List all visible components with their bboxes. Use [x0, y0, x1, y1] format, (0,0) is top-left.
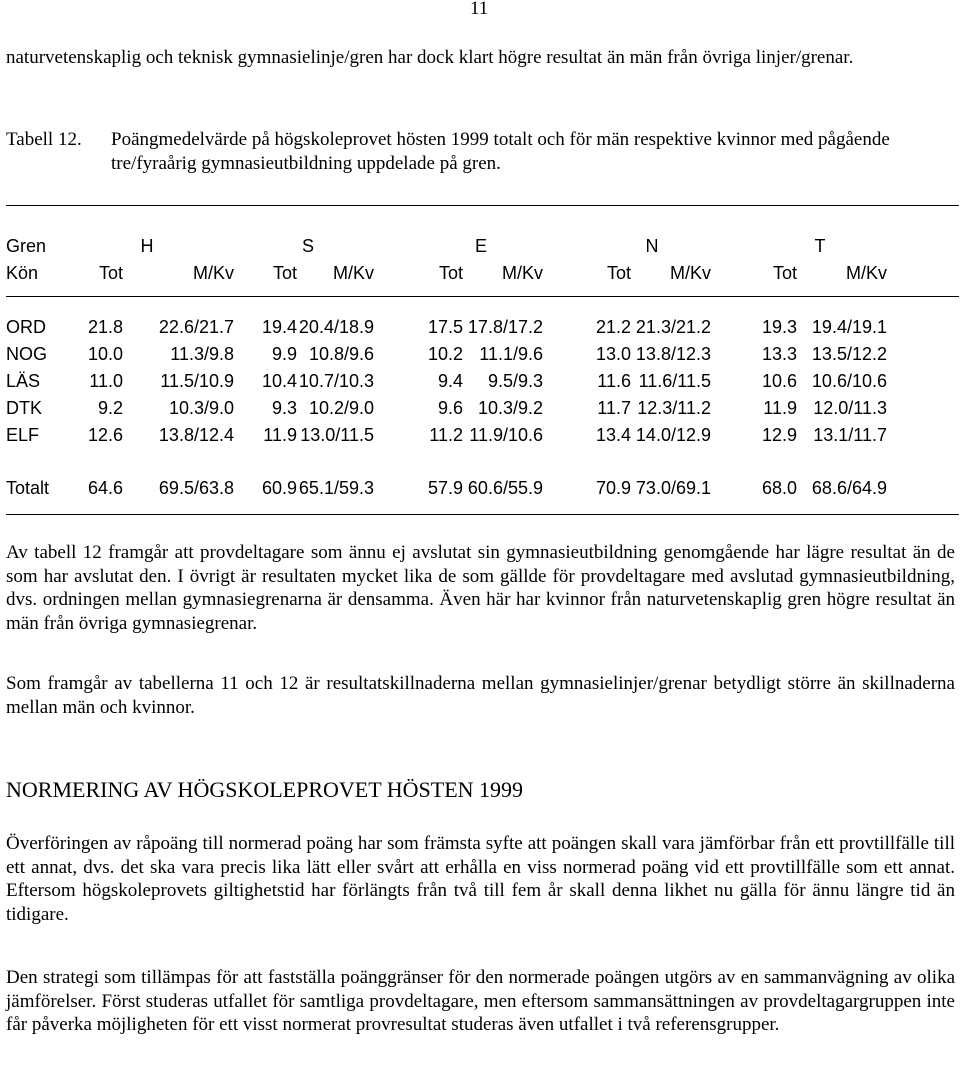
column-group-header: S: [301, 236, 314, 256]
total-cell: 65.1/59.3: [298, 478, 374, 498]
row-label: DTK: [6, 398, 42, 418]
column-subheader: Tot: [98, 263, 123, 283]
total-cell: 60.9: [261, 478, 297, 498]
table-cell: 10.2: [427, 344, 463, 364]
table-cell: 19.4/19.1: [811, 317, 887, 337]
table-cell: 12.9: [761, 425, 797, 445]
table-cell: 13.0: [595, 344, 631, 364]
total-cell: 57.9: [427, 478, 463, 498]
table-caption-label: Tabell 12.: [6, 129, 82, 150]
table-cell: 12.0/11.3: [813, 398, 887, 418]
table-cell: 10.6: [761, 371, 797, 391]
table-cell: 13.5/12.2: [811, 344, 887, 364]
table-cell: 17.5: [427, 317, 463, 337]
table-cell: 19.3: [761, 317, 797, 337]
table-cell: 10.7/10.3: [298, 371, 374, 391]
column-subheader: M/Kv: [501, 263, 543, 283]
total-cell: 69.5/63.8: [158, 478, 234, 498]
column-subheader: M/Kv: [192, 263, 234, 283]
row-label: LÄS: [6, 371, 41, 391]
column-subheader: M/Kv: [845, 263, 887, 283]
table-cell: 20.4/18.9: [298, 317, 374, 337]
table-cell: 21.3/21.2: [635, 317, 711, 337]
table-cell: 22.6/21.7: [158, 317, 234, 337]
total-cell: 68.6/64.9: [811, 478, 887, 498]
total-cell: 68.0: [761, 478, 797, 498]
column-subheader: M/Kv: [669, 263, 711, 283]
table-cell: 10.2/9.0: [308, 398, 374, 418]
column-subheader: Tot: [772, 263, 797, 283]
table-cell: 11.3/9.8: [170, 344, 234, 364]
table-cell: 12.6: [87, 425, 123, 445]
table-cell: 11.5/10.9: [160, 371, 234, 391]
intro-paragraph: naturvetenskaplig och teknisk gymnasielinje/gren har dock klart högre resultat än män från övriga linjer/grenar.: [6, 47, 854, 68]
table-cell: 11.2: [429, 425, 463, 445]
table-cell: 10.0: [87, 344, 123, 364]
table-cell: 9.6: [437, 398, 463, 418]
column-group-header: N: [645, 236, 659, 256]
table-cell: 10.3/9.0: [168, 398, 234, 418]
table-cell: 10.4: [261, 371, 297, 391]
paragraph-av-tabell: Av tabell 12 framgår att provdeltagare som ännu ej avslutat sin gymnasieutbildning genomgående har lägre resultat än de som har avslutat den. I övrigt är resultaten mycket lika de som gällde för provdeltagare med avslutad gymnasieutbildning, dvs. ordningen mellan gymnasiegrenarna är densamma. Även här har kvinnor från naturvetenskaplig gren högre resultat än män från övriga gymnasiegrenar.: [6, 542, 955, 634]
table-cell: 9.5/9.3: [487, 371, 543, 391]
column-group-header: E: [474, 236, 487, 256]
table-cell: 13.8/12.4: [158, 425, 234, 445]
column-subheader: Tot: [606, 263, 631, 283]
table-cell: 11.9: [763, 398, 797, 418]
row-header-kon: Kön: [6, 263, 39, 283]
column-subheader: M/Kv: [332, 263, 374, 283]
table-cell: 13.8/12.3: [635, 344, 711, 364]
table-cell: 10.8/9.6: [308, 344, 374, 364]
table-cell: 9.2: [97, 398, 123, 418]
table-cell: 21.2: [595, 317, 631, 337]
total-cell: 60.6/55.9: [467, 478, 543, 498]
table-cell: 21.8: [87, 317, 123, 337]
table-cell: 13.3: [761, 344, 797, 364]
table-cell: 11.6: [597, 371, 631, 391]
column-subheader: Tot: [272, 263, 297, 283]
table-cell: 13.1/11.7: [813, 425, 887, 445]
table-cell: 14.0/12.9: [635, 425, 711, 445]
table-cell: 11.7: [597, 398, 631, 418]
column-group-header: H: [140, 236, 154, 256]
table-cell: 11.9/10.6: [469, 425, 543, 445]
column-group-header: T: [814, 236, 826, 256]
table-caption-text: Poängmedelvärde på högskoleprovet hösten 1999 totalt och för män respektive kvinnor med pågående tre/fyraårig gymnasieutbildning uppdelade på gren.: [111, 129, 890, 174]
row-label: NOG: [6, 344, 48, 364]
total-cell: 70.9: [595, 478, 631, 498]
table-cell: 13.0/11.5: [300, 425, 374, 445]
table-cell: 12.3/11.2: [637, 398, 711, 418]
total-cell: 73.0/69.1: [635, 478, 711, 498]
paragraph-overforingen: Överföringen av råpoäng till normerad poäng har som främsta syfte att poängen skall vara jämförbar från ett provtillfälle till ett annat, dvs. det ska vara precis lika lätt eller svårt att erhålla en viss normerad poäng vid ett provtillfälle som ett annat. Eftersom högskoleprovets giltighetstid har förlängts från två till fem år skall denna likhet nu gälla för ännu längre tid än tidigare.: [6, 833, 955, 925]
table-cell: 10.3/9.2: [477, 398, 543, 418]
table-cell: 13.4: [595, 425, 631, 445]
table-cell: 17.8/17.2: [467, 317, 543, 337]
row-label: ORD: [6, 317, 46, 337]
paragraph-som-framgar: Som framgår av tabellerna 11 och 12 är resultatskillnaderna mellan gymnasielinjer/grenar betydligt större än skillnaderna mellan män och kvinnor.: [6, 673, 955, 718]
section-heading: NORMERING AV HÖGSKOLEPROVET HÖSTEN 1999: [6, 777, 524, 802]
table-cell: 11.9: [263, 425, 297, 445]
table-cell: 9.3: [271, 398, 297, 418]
paragraph-strategi: Den strategi som tillämpas för att fastställa poänggränser för den normerade poängen utgörs av en sammanvägning av olika jämförelser. Först studeras utfallet för samtliga provdeltagare, men eftersom sammansättningen av provdeltagargruppen inte får påverka möjligheten för ett visst normerat provresultat studeras även utfallet i två referensgrupper.: [6, 967, 955, 1035]
table-cell: 11.0: [89, 371, 123, 391]
table-cell: 19.4: [261, 317, 297, 337]
column-subheader: Tot: [438, 263, 463, 283]
total-row-label: Totalt: [6, 478, 50, 498]
page-number: 11: [470, 0, 489, 19]
table-cell: 9.9: [271, 344, 297, 364]
row-header-gren: Gren: [6, 236, 47, 256]
row-label: ELF: [6, 425, 40, 445]
table-cell: 11.1/9.6: [479, 344, 543, 364]
table-cell: 10.6/10.6: [811, 371, 887, 391]
table-cell: 11.6/11.5: [638, 371, 711, 391]
table-cell: 9.4: [437, 371, 463, 391]
total-cell: 64.6: [87, 478, 123, 498]
